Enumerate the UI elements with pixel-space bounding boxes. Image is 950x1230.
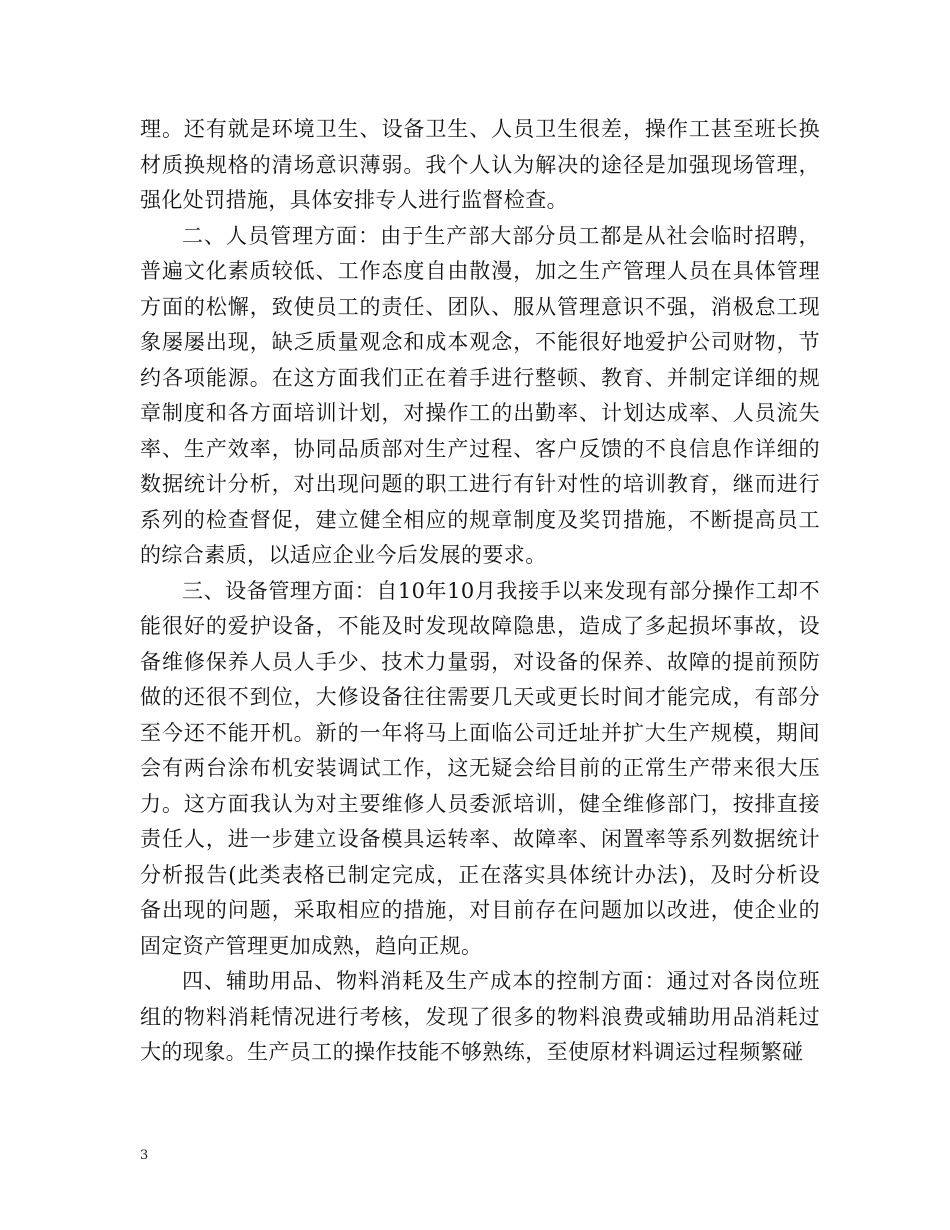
paragraph-equipment-management: 三、设备管理方面：自10年10月我接手以来发现有部分操作工却不能很好的爱护设备，不能及时发现故障隐患，造成了多起损坏事故，设备维修保养人员人手少、技术力量弱，对设备的保养、故障的提前预防做的还很不到位，大修设备往往需要几天或更长时间才能完成，有部分至今还不能开机。新的一年将马上面临公司迁址并扩大生产规模，期间会有两台涂布机安装调试工作，这无疑会给目前的正常生产带来很大压力。这方面我认为对主要维修人员委派培训，健全维修部门，按排直接责任人，进一步建立设备模具运转率、故障率、闲置率等系列数据统计分析报告(此类表格已制定完成，正在落实具体统计办法)，及时分析设备出现的问题，采取相应的措施，对目前存在问题加以改进，使企业的固定资产管理更加成熟，趋向正规。 — [140, 578, 820, 958]
paragraph-personnel-management: 二、人员管理方面：由于生产部大部分员工都是从社会临时招聘，普遍文化素质较低、工作态度自由散漫，加之生产管理人员在具体管理方面的松懈，致使员工的责任、团队、服从管理意识不强，消极怠工现象屡屡出现，缺乏质量观念和成本观念，不能很好地爱护公司财物，节约各项能源。在这方面我们正在着手进行整顿、教育、并制定详细的规章制度和各方面培训计划，对操作工的出勤率、计划达成率、人员流失率、生产效率，协同品质部对生产过程、客户反馈的不良信息作详细的数据统计分析，对出现问题的职工进行有针对性的培训教育，继而进行系列的检查督促，建立健全相应的规章制度及奖罚措施，不断提高员工的综合素质，以适应企业今后发展的要求。 — [140, 223, 820, 567]
document-body — [140, 112, 820, 1071]
paragraph-cost-control: 四、辅助用品、物料消耗及生产成本的控制方面：通过对各岗位班组的物料消耗情况进行考核，发现了很多的物料浪费或辅助用品消耗过大的现象。生产员工的操作技能不够熟练，至使原材料调运过程频繁碰 — [140, 969, 820, 1064]
page-number: 3 — [140, 1148, 149, 1163]
paragraph-continuation: 理。还有就是环境卫生、设备卫生、人员卫生很差，操作工甚至班长换材质换规格的清场意识薄弱。我个人认为解决的途径是加强现场管理，强化处罚措施，具体安排专人进行监督检查。 — [140, 117, 820, 212]
